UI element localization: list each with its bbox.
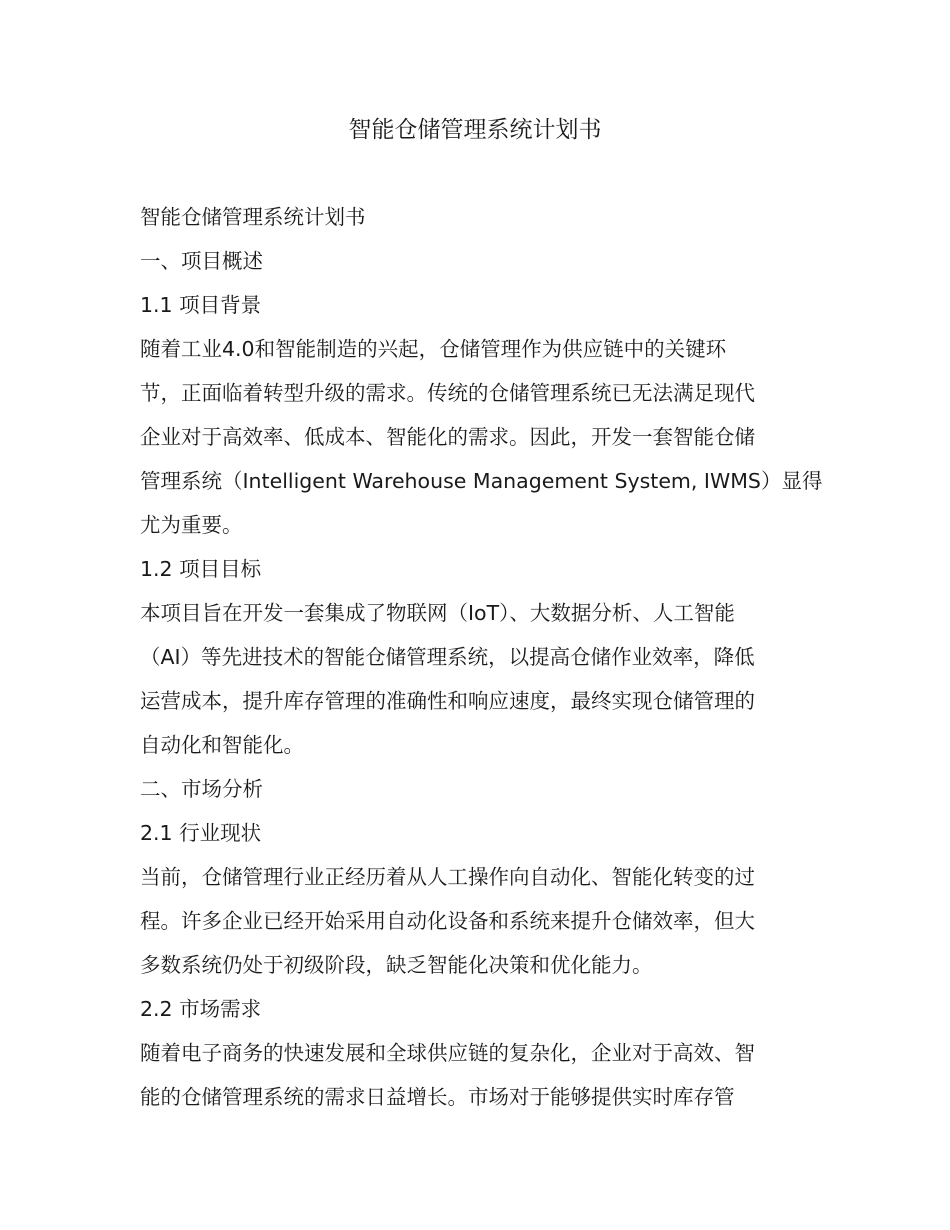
subsection-heading: 2.1 行业现状	[140, 821, 262, 845]
paragraph-line: 随着工业4.0和智能制造的兴起，仓储管理作为供应链中的关键环	[140, 337, 727, 361]
paragraph-line: 本项目旨在开发一套集成了物联网（IoT）、大数据分析、人工智能	[140, 601, 735, 625]
section-heading: 一、项目概述	[140, 249, 263, 273]
document-title: 智能仓储管理系统计划书	[348, 117, 602, 143]
paragraph-line: 当前，仓储管理行业正经历着从人工操作向自动化、智能化转变的过	[140, 865, 755, 889]
subsection-heading: 2.2 市场需求	[140, 997, 262, 1021]
section-heading: 二、市场分析	[140, 777, 263, 801]
paragraph-line: （AI）等先进技术的智能仓储管理系统，以提高仓储作业效率，降低	[140, 645, 755, 669]
document-body	[140, 195, 823, 1119]
paragraph-line: 企业对于高效率、低成本、智能化的需求。因此，开发一套智能仓储	[140, 425, 755, 449]
paragraph-line: 运营成本，提升库存管理的准确性和响应速度，最终实现仓储管理的	[140, 689, 755, 713]
paragraph-line: 多数系统仍处于初级阶段，缺乏智能化决策和优化能力。	[140, 953, 653, 977]
subsection-heading: 1.1 项目背景	[140, 293, 262, 317]
paragraph-line: 自动化和智能化。	[140, 733, 304, 757]
paragraph-line: 程。许多企业已经开始采用自动化设备和系统来提升仓储效率，但大	[140, 909, 755, 933]
paragraph-line: 随着电子商务的快速发展和全球供应链的复杂化，企业对于高效、智	[140, 1041, 755, 1065]
paragraph-line: 能的仓储管理系统的需求日益增长。市场对于能够提供实时库存管	[140, 1085, 735, 1109]
body-heading: 智能仓储管理系统计划书	[140, 205, 366, 229]
paragraph-line: 管理系统（Intelligent Warehouse Management System, IWMS）显得	[140, 469, 823, 493]
paragraph-line: 尤为重要。	[140, 513, 243, 537]
subsection-heading: 1.2 项目目标	[140, 557, 262, 581]
paragraph-line: 节，正面临着转型升级的需求。传统的仓储管理系统已无法满足现代	[140, 381, 755, 405]
